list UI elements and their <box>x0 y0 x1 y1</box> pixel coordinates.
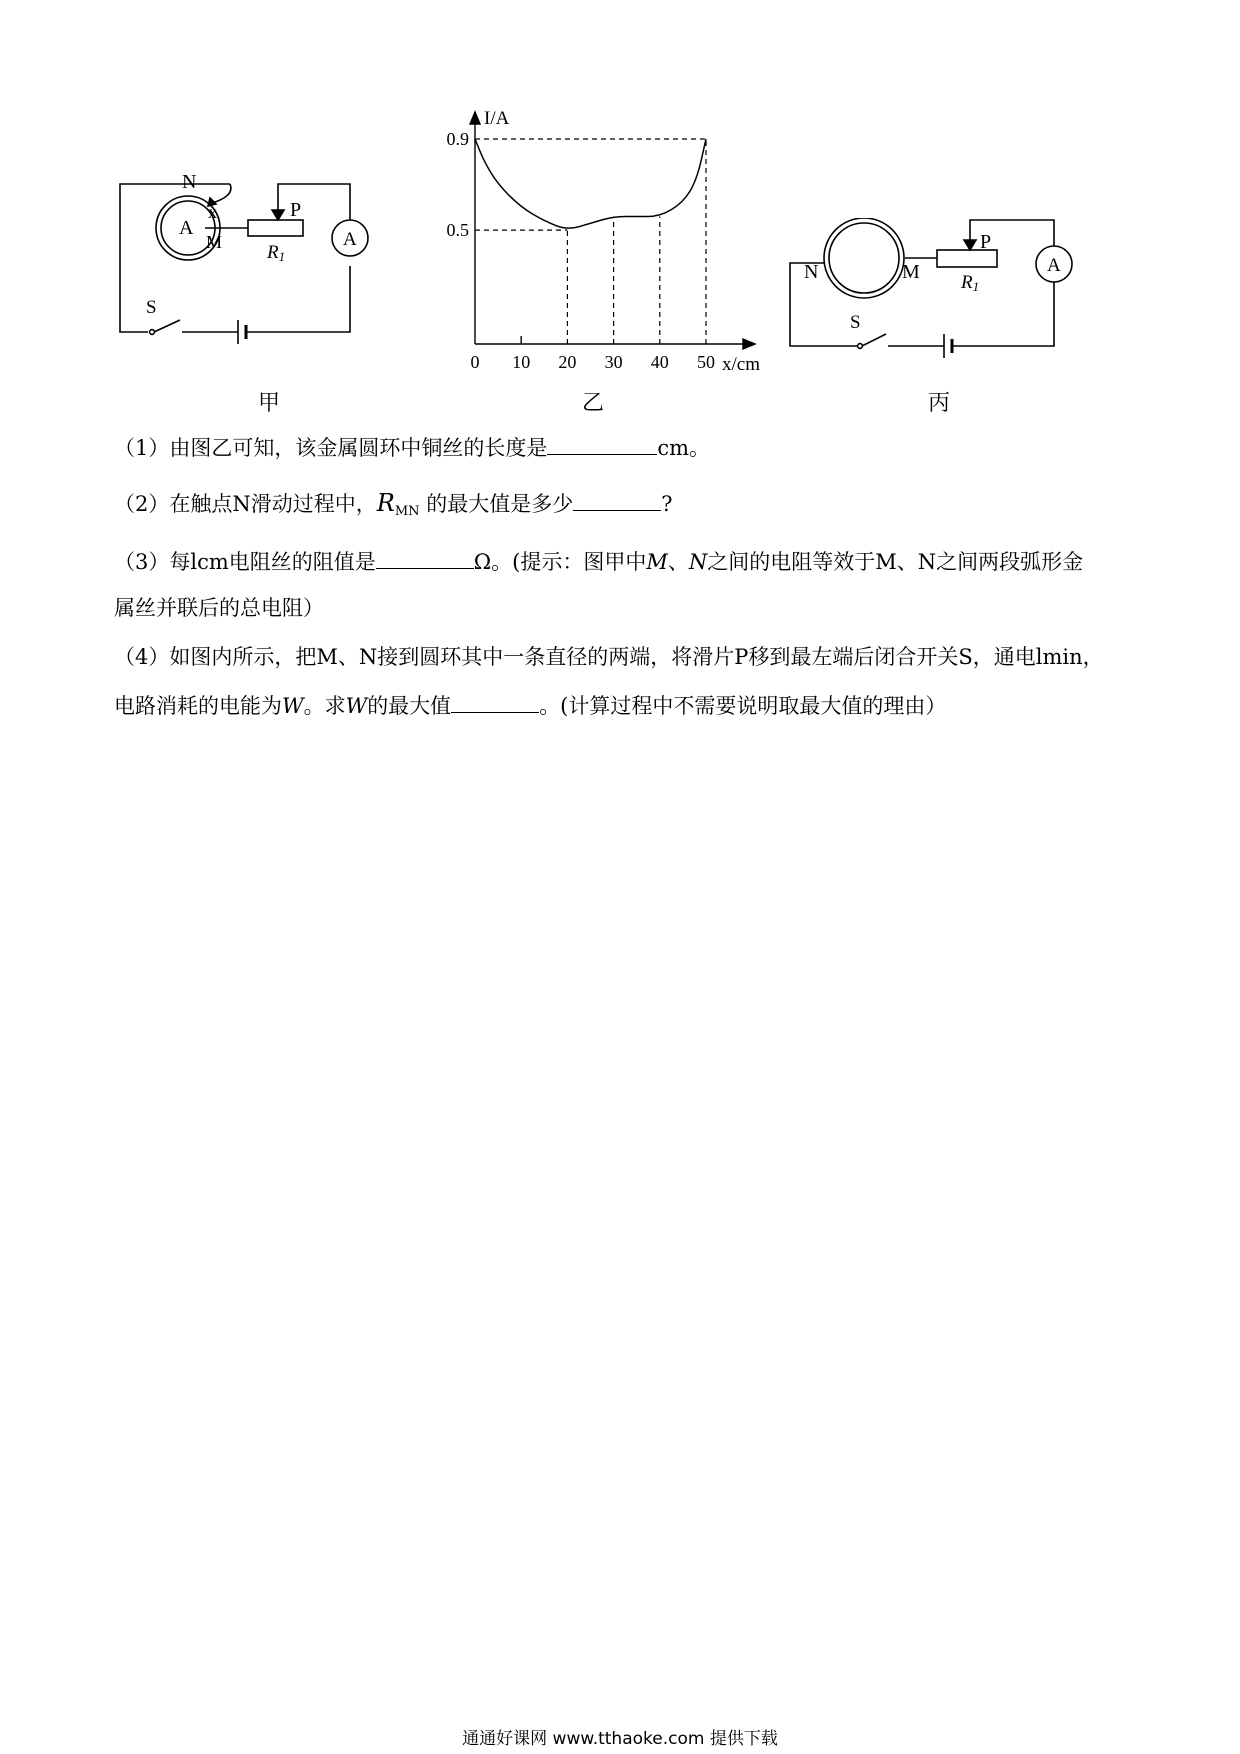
caption-bing: 丙 <box>928 391 951 416</box>
question-4-line2: 电路消耗的电能为W。求W的最大值 。(计算过程中不需要说明取最大值的理由） <box>114 690 1134 721</box>
label-M: M <box>206 232 223 252</box>
x-tick-label-10: 10 <box>512 352 531 372</box>
ammeter-label: A <box>1047 255 1061 276</box>
answer-blank-2[interactable] <box>573 488 661 511</box>
caption-yi: 乙 <box>582 391 605 416</box>
footer: 通通好课网 www.tthaoke.com 提供下载 <box>462 1729 778 1749</box>
x-tick-label-30: 30 <box>604 352 623 372</box>
answer-blank-1[interactable] <box>547 432 657 455</box>
label-R1: R1 <box>961 272 980 294</box>
x-tick-label-50: 50 <box>697 352 715 372</box>
label-M: M <box>902 261 920 283</box>
figure-yi <box>430 104 770 380</box>
label-S: S <box>850 312 861 333</box>
label-P: P <box>290 199 302 221</box>
label-S: S <box>146 297 157 318</box>
figure-bing <box>780 218 1080 362</box>
y-tick-label-0.5: 0.5 <box>446 220 469 241</box>
current-curve <box>475 139 706 228</box>
x-tick-label-40: 40 <box>650 352 669 372</box>
y-tick-label-0.9: 0.9 <box>446 129 469 149</box>
ammeter-label: A <box>343 229 357 250</box>
figure-jia <box>110 170 410 349</box>
label-R1: R1 <box>267 242 286 264</box>
y-axis-label: I/A <box>484 108 510 129</box>
label-N: N <box>804 261 819 283</box>
circuit-diagram-bing <box>780 218 1080 358</box>
answer-blank-3[interactable] <box>376 546 474 569</box>
caption-jia: 甲 <box>258 391 281 416</box>
label-x: x <box>208 202 217 222</box>
label-A-ring: A <box>179 217 194 239</box>
x-tick-label-0: 0 <box>470 352 480 372</box>
answer-blank-4[interactable] <box>451 690 539 713</box>
current-vs-position-chart <box>430 104 770 376</box>
question-4: （4）如图内所示，把M、N接到圆环其中一条直径的两端，将滑片P移到最左端后闭合开关S，通电lmin， <box>114 645 1104 669</box>
question-3-line2: 属丝并联后的总电阻） <box>114 596 324 620</box>
x-tick-label-20: 20 <box>558 352 577 372</box>
question-3: （3）每lcm电阻丝的阻值是 Ω。(提示：图甲中M、N之间的电阻等效于M、N之间两段弧形金 <box>114 546 1134 577</box>
label-P: P <box>980 231 992 253</box>
question-1: （1）由图乙可知，该金属圆环中铜丝的长度是 cm。 <box>114 432 1134 463</box>
circuit-diagram-jia <box>110 170 410 345</box>
x-axis-label: x/cm <box>722 354 760 375</box>
label-N: N <box>182 171 197 193</box>
symbol-R: R <box>376 489 395 517</box>
question-2: （2）在触点N滑动过程中，$R_{MN}$ 的最大值是多少 ? <box>114 489 673 519</box>
